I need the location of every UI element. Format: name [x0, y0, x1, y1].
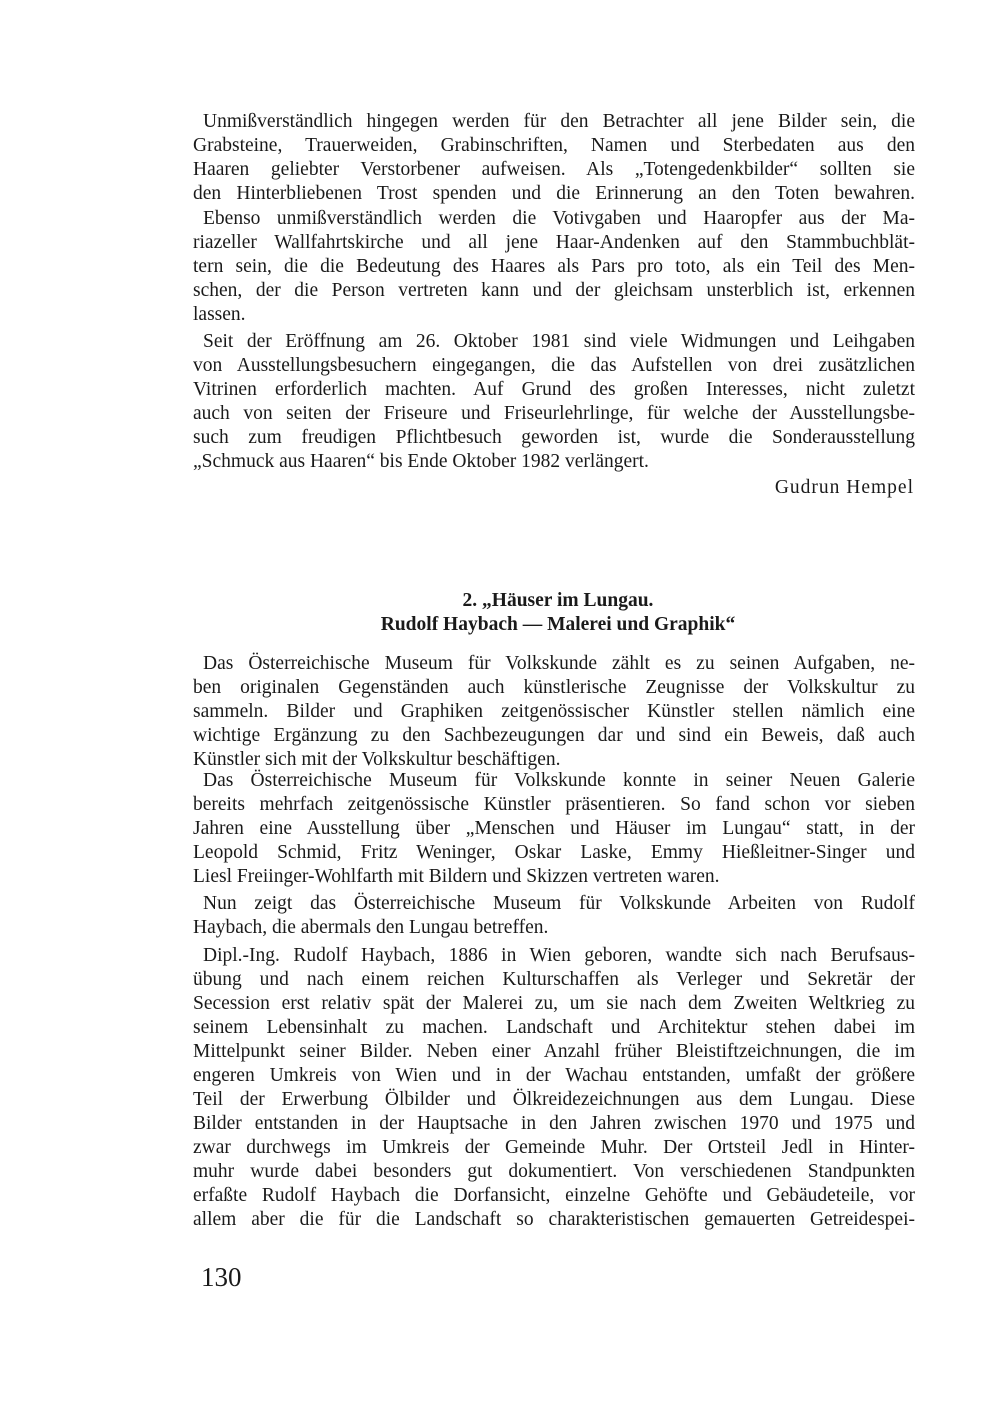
text-line: Künstler sich mit der Volkskultur beschäftigen. [193, 749, 561, 770]
paragraph [193, 944, 915, 1232]
text-line: Bilder entstanden in der Hauptsache in den Jahren zwischen 1970 und 1975 und [193, 1113, 915, 1134]
text-line: von Ausstellungsbesuchern eingegangen, die das Aufstellen von drei zusätzlichen [193, 355, 915, 376]
paragraph [193, 769, 915, 889]
text-line: allem aber die für die Landschaft so charakteristischen gemauerten Getreidespei- [193, 1209, 915, 1230]
paragraph [193, 207, 915, 327]
text-line: Liesl Freiinger-Wohlfarth mit Bildern und Skizzen vertreten waren. [193, 866, 720, 887]
text-line: Leopold Schmid, Fritz Weninger, Oskar Laske, Emmy Hießleitner-Singer und [193, 842, 915, 863]
text-line: tern sein, die die Bedeutung des Haares als Pars pro toto, als ein Teil des Men- [193, 256, 915, 277]
text-line: Ebenso unmißverständlich werden die Votivgaben und Haaropfer aus der Ma- [203, 208, 915, 229]
text-line: Secession erst relativ spät der Malerei zu, um sie nach dem Zweiten Weltkrieg zu [193, 993, 915, 1014]
text-line: riazeller Wallfahrtskirche und all jene Haar-Andenken auf den Stammbuchblät- [193, 232, 915, 253]
paragraph [193, 110, 915, 206]
heading-line-2: Rudolf Haybach — Malerei und Graphik“ [380, 614, 736, 635]
text-line: Haybach, die abermals den Lungau betreffen. [193, 917, 549, 938]
text-line: Nun zeigt das Österreichische Museum für Volkskunde Arbeiten von Rudolf [203, 893, 915, 914]
text-line: erfaßte Rudolf Haybach die Dorfansicht, einzelne Gehöfte und Gebäudeteile, vor [193, 1185, 915, 1206]
text-line: Das Österreichische Museum für Volkskunde zählt es zu seinen Aufgaben, ne- [203, 653, 915, 674]
text-line: den Hinterbliebenen Trost spenden und die Erinnerung an den Toten bewahren. [193, 183, 915, 204]
text-line: auch von seiten der Friseure und Friseurlehrlinge, für welche der Ausstellungsbe- [193, 403, 915, 424]
text-line: engeren Umkreis von Wien und in der Wachau entstanden, umfaßt der größere [193, 1065, 915, 1086]
text-line: Seit der Eröffnung am 26. Oktober 1981 sind viele Widmungen und Leihgaben [203, 331, 915, 352]
text-line: Jahren eine Ausstellung über „Menschen und Häuser im Lungau“ statt, in der [193, 818, 915, 839]
text-line: such zum freudigen Pflichtbesuch geworden ist, wurde die Sonderausstellung [193, 427, 915, 448]
text-line: wichtige Ergänzung zu den Sachbezeugungen dar und sind ein Beweis, daß auch [193, 725, 915, 746]
text-line: seinem Lebensinhalt zu machen. Landschaft und Architektur stehen dabei im [193, 1017, 915, 1038]
text-line: Teil der Erwerbung Ölbilder und Ölkreidezeichnungen aus dem Lungau. Diese [193, 1089, 915, 1110]
text-line: Haaren geliebter Verstorbener aufweisen. Als „Totengedenkbilder“ sollten sie [193, 159, 915, 180]
text-line: Mittelpunkt seiner Bilder. Neben einer Anzahl früher Bleistiftzeichnungen, die im [193, 1041, 915, 1062]
text-line: lassen. [193, 304, 246, 325]
paragraph [193, 652, 915, 772]
text-line: bereits mehrfach zeitgenössische Künstler präsentieren. So fand schon vor sieben [193, 794, 915, 815]
text-line: übung und nach einem reichen Kulturschaffen als Verleger und Sekretär der [193, 969, 915, 990]
paragraph [193, 330, 915, 474]
text-line: Das Österreichische Museum für Volkskunde konnte in seiner Neuen Galerie [203, 770, 915, 791]
text-line: zwar durchwegs im Umkreis der Gemeinde Muhr. Der Ortsteil Jedl in Hinter- [193, 1137, 915, 1158]
text-line: Dipl.-Ing. Rudolf Haybach, 1886 in Wien geboren, wandte sich nach Berufsaus- [203, 945, 915, 966]
text-line: Vitrinen erforderlich machten. Auf Grund des großen Interesses, nicht zuletzt [193, 379, 915, 400]
text-line: „Schmuck aus Haaren“ bis Ende Oktober 1982 verlängert. [193, 451, 649, 472]
page-number: 130 [201, 1262, 242, 1292]
heading-line-1: 2. „Häuser im Lungau. [462, 590, 654, 611]
signature: Gudrun Hempel [774, 477, 914, 498]
text-line: muhr wurde dabei besonders gut dokumentiert. Von verschiedenen Standpunkten [193, 1161, 915, 1182]
text-line: schen, der die Person vertreten kann und der gleichsam unsterblich ist, erkennen [193, 280, 915, 301]
text-line: Unmißverständlich hingegen werden für den Betrachter all jene Bilder sein, die [203, 111, 915, 132]
text-line: sammeln. Bilder und Graphiken zeitgenössischer Künstler stellen nämlich eine [193, 701, 915, 722]
text-line: Grabsteine, Trauerweiden, Grabinschriften, Namen und Sterbedaten aus den [193, 135, 915, 156]
text-line: ben originalen Gegenständen auch künstlerische Zeugnisse der Volkskultur zu [193, 677, 915, 698]
section-heading [193, 589, 923, 637]
paragraph [193, 892, 915, 940]
